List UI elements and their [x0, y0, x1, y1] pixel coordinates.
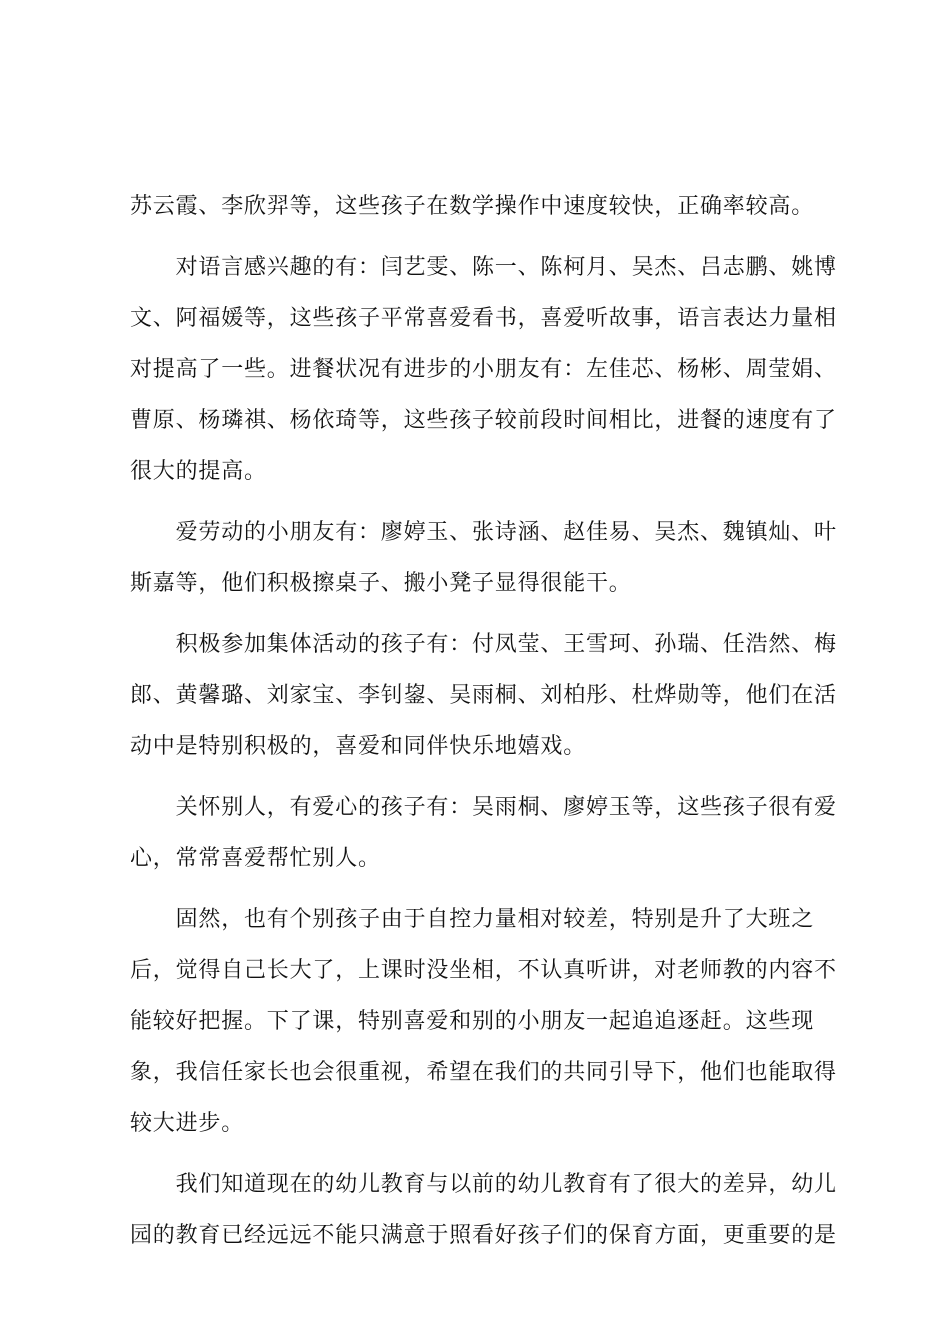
text-line: 斯嘉等，他们积极擦桌子、搬小凳子显得很能干。 [130, 571, 632, 596]
text-line: 苏云霞、李欣羿等，这些孩子在数学操作中速度较快，正确率较高。 [130, 194, 815, 219]
text-line: 文、阿福媛等，这些孩子平常喜爱看书，喜爱听故事，语言表达力量相 [130, 306, 837, 331]
paragraph-math [130, 187, 830, 238]
text-line: 很大的提高。 [130, 459, 267, 484]
text-line: 郎、黄馨璐、刘家宝、李钊鋆、吴雨桐、刘柏彤、杜烨勋等，他们在活 [130, 683, 837, 708]
paragraph-caring [130, 788, 837, 890]
text-line: 对提高了一些。进餐状况有进步的小朋友有：左佳芯、杨彬、周莹娟、 [130, 357, 837, 382]
text-line: 动中是特别积极的，喜爱和同伴快乐地嬉戏。 [130, 734, 587, 759]
text-line: 象，我信任家长也会很重视，希望在我们的共同引导下，他们也能取得 [130, 1060, 837, 1085]
text-line: 较大进步。 [130, 1111, 245, 1136]
paragraph-self-control [130, 900, 837, 1155]
text-line: 后，觉得自己长大了，上课时没坐相，不认真听讲，对老师教的内容不 [130, 958, 837, 983]
paragraph-education [130, 1165, 837, 1267]
text-line: 我们知道现在的幼儿教育与以前的幼儿教育有了很大的差异，幼儿 [130, 1172, 837, 1197]
text-line: 对语言感兴趣的有：闫艺雯、陈一、陈柯月、吴杰、吕志鹏、姚博 [130, 255, 837, 280]
paragraph-group-activities [130, 625, 837, 778]
body-text [130, 187, 837, 1277]
text-line: 固然，也有个别孩子由于自控力量相对较差，特别是升了大班之 [130, 907, 815, 932]
text-line: 积极参加集体活动的孩子有：付凤莹、王雪珂、孙瑞、任浩然、梅 [130, 632, 837, 657]
text-line: 能较好把握。下了课，特别喜爱和别的小朋友一起追追逐赶。这些现 [130, 1009, 815, 1034]
text-line: 曹原、杨璘祺、杨依琦等，这些孩子较前段时间相比，进餐的速度有了 [130, 408, 837, 433]
text-line: 爱劳动的小朋友有：廖婷玉、张诗涵、赵佳易、吴杰、魏镇灿、叶 [130, 520, 837, 545]
text-line: 心，常常喜爱帮忙别人。 [130, 846, 381, 871]
paragraph-language [130, 248, 837, 503]
text-line: 关怀别人，有爱心的孩子有：吴雨桐、廖婷玉等，这些孩子很有爱 [130, 795, 837, 820]
paragraph-labor [130, 513, 837, 615]
text-line: 园的教育已经远远不能只满意于照看好孩子们的保育方面，更重要的是 [130, 1223, 837, 1248]
